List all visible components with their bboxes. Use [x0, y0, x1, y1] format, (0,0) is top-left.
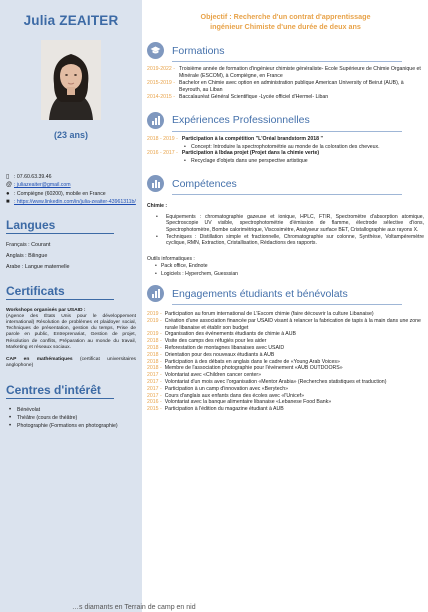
- bar-chart-icon: [147, 112, 164, 129]
- formation-item: 2015-2019 - Bachelor en Chimie avec option en administration publique American University of Beirut (AUB), à Beyrouth, au Liban: [147, 80, 404, 93]
- engagement-date: 2018 -: [147, 351, 162, 358]
- engagement-text: Participation à un camp d'innovation avec «Berytech»: [164, 385, 288, 392]
- main-content: [142, 0, 428, 612]
- contact-email[interactable]: @ : juliazeaiter@gmail.com: [6, 182, 71, 189]
- experience-detail: • Concept: Introduire la spectrophotométrie au monde de la coloration des cheveux.: [147, 144, 424, 151]
- chimie-item: • Techniques : Distillation simple et fractionnelle, Chromatographie sur colonne, Synthèse, Voltampéremètre cyclique, RMN, Extraction, Cristallisation, Rédactions des rapports.: [166, 234, 424, 247]
- engagement-date: 2017 -: [147, 392, 162, 399]
- engagement-item: [147, 386, 424, 393]
- competences-heading: Compétences: [147, 175, 424, 192]
- engagement-item: [147, 372, 424, 379]
- chimie-label: Chimie :: [147, 203, 168, 210]
- location-icon: ●: [6, 190, 10, 197]
- languages-heading: Langues: [6, 218, 114, 234]
- engagement-date: 2015 -: [147, 406, 162, 413]
- engagement-item: [147, 352, 424, 359]
- engagement-item: [147, 338, 424, 345]
- language-item: Anglais : Bilingue: [6, 252, 48, 259]
- graduation-cap-icon: [147, 42, 164, 59]
- candidate-name: Julia ZEAITER: [23, 13, 119, 28]
- engagement-text: Volontariat avec «Children cancer center»: [164, 372, 262, 379]
- interest-item: • Théâtre (cours de théâtre): [17, 415, 136, 422]
- engagement-date: 2017 -: [147, 385, 162, 392]
- engagement-item: [147, 379, 424, 386]
- contact-linkedin[interactable]: ■ : https://www.linkedin.com/in/julia-zeaiter-43961311b/: [6, 199, 136, 206]
- formation-item: 2019-2022 - Troisième année de formation d'ingénieur chimiste généraliste- Ecole Supérieure de Chimie Organique et Minérale (ESCOM), à Compiègne, en France: [147, 66, 421, 79]
- section-divider: [172, 304, 402, 305]
- engagement-item: [147, 359, 424, 366]
- interests-list: [6, 407, 136, 429]
- cap-text: (certificat universitaires anglophone): [6, 357, 136, 369]
- engagement-text: Reforestation de montagnes libanaises avec USAID: [164, 344, 285, 351]
- section-divider: [172, 131, 402, 132]
- engagement-date: 2016 -: [147, 399, 162, 406]
- engagements-heading: Engagements étudiants et bénévolats: [147, 285, 424, 302]
- cap-certificate: [6, 357, 136, 369]
- workshops-title: Workshops organisés par USAID :: [6, 307, 86, 313]
- engagement-date: 2018 -: [147, 358, 162, 365]
- engagement-item: [147, 345, 424, 352]
- language-item: Français : Courant: [6, 241, 51, 248]
- certificates-heading: Certificats: [6, 284, 114, 300]
- chimie-item: • Equipements : chromatographie gazeuse et ionique, HPLC, FTIR, Spectromètre d'absorption atomique, Spectroscopie UV visible, spectrophotométrie d'émission de flamme, électrode sélective d'ions, Spectrophotomètre, Bombe calorimétrique, Viscosimètre, Analyseur surface BET, Cristallographie aux rayons X.: [166, 214, 424, 233]
- interests-heading: Centres d'intérêt: [6, 383, 114, 399]
- workshops-text: (Agence des États Unis pour le développement international) Résolution de problèmes et plaidoyer social, Techniques de présentation, gestion du temps, Prise de parole en public, Entreprenariat, Gestion de projet, Résolution de conflits, Préparation au monde du travail, Marketing et réseaux sociaux.: [6, 313, 136, 350]
- experience-list: [147, 136, 424, 164]
- engagement-date: 2019 -: [147, 317, 162, 324]
- engagement-item: [147, 311, 424, 318]
- formations-heading: Formations: [147, 42, 424, 59]
- engagement-text: Volontariat avec la banque alimentaire libanaise «Lebanese Food Bank»: [164, 399, 332, 406]
- contact-block: [6, 174, 136, 207]
- engagement-item: [147, 393, 424, 400]
- engagement-item: [147, 399, 424, 406]
- engagements-list: [147, 311, 424, 413]
- outils-list: [147, 263, 424, 277]
- engagement-text: Cours d'anglais aux enfants dans des écoles avec «l'Unicef»: [164, 392, 304, 399]
- engagement-text: Participation à des débats en anglais dans le cadre de «Young Arab Voices»: [164, 358, 340, 365]
- chart-icon: [147, 175, 164, 192]
- cap-title: CAP en mathématiques: [6, 357, 73, 363]
- phone-icon: ▯: [6, 174, 10, 180]
- objective: Objectif : Recherche d'un contrat d'apprentissage ingénieur Chimiste d'une durée de deux ans: [200, 12, 371, 31]
- engagement-text: Volontariat d'un mois avec l'organisation «Mentor Arabia» (Recherches statistiques et traduction): [164, 378, 387, 385]
- experience-item: 2016 - 2017 - Participation à Ibdaa projet (Projet dans la chimie verte): [147, 150, 320, 157]
- interest-item: • Photographie (Formations en photographie): [17, 423, 136, 430]
- engagement-date: 2018 -: [147, 344, 162, 351]
- contact-location: ● : Compiègne (60200), mobile en France: [6, 190, 106, 197]
- experience-item: 2018 - 2019 - Participation à la compétition "L'Oréal brandstorm 2018 ": [147, 135, 323, 142]
- outils-label: Outils informatiques :: [147, 255, 195, 262]
- engagement-text: Organisation des événements étudiants de chimie à AUB: [164, 331, 296, 338]
- email-icon: @: [6, 182, 13, 189]
- engagement-item: [147, 365, 424, 372]
- certificates-block: [6, 308, 136, 370]
- engagement-text: Orientation pour des nouveaux étudiants à AUB: [164, 351, 275, 358]
- formations-list: [147, 66, 424, 101]
- section-divider: [172, 194, 402, 195]
- engagement-text: Participation à l'édition du magazine étudiant à AUB: [164, 406, 284, 413]
- engagement-date: 2019 -: [147, 311, 162, 317]
- engagement-date: 2019 -: [147, 331, 162, 338]
- formation-item: 2014-2015 - Baccalauréat Général Scientifique -Lycée officiel d'Hermel- Liban: [147, 94, 329, 101]
- age: (23 ans): [53, 130, 88, 140]
- outils-item: • Logiciels : Hyperchem, Guesssian: [161, 271, 424, 277]
- section-divider: [172, 61, 402, 62]
- sidebar: [0, 0, 142, 612]
- engagement-date: 2017 -: [147, 378, 162, 385]
- experience-heading: Expériences Professionnelles: [147, 112, 424, 129]
- engagement-text: Participation au forum international de L'Escom chimie (faire découvrir la culture Libanaise): [164, 311, 374, 317]
- contact-phone: ▯ : 07.60.63.39.46: [6, 174, 52, 180]
- profile-photo: [41, 40, 101, 120]
- engagement-text: Membre de l'association photographie pour l'événement «AUB OUTDOORS»: [164, 365, 343, 372]
- languages-list: [6, 240, 136, 273]
- engagement-item: [147, 331, 424, 338]
- engagement-text: Visite des camps des réfugiés pour les aider: [164, 338, 267, 345]
- linkedin-icon: ■: [6, 199, 10, 206]
- engagement-item: [147, 318, 424, 332]
- competences-block: [147, 203, 424, 277]
- language-item: Arabe : Langue maternelle: [6, 263, 70, 270]
- engagement-item: [147, 406, 424, 413]
- cut-off-text: …s diamants en Terrain de camp en nid: [72, 604, 196, 611]
- engagement-date: 2017 -: [147, 372, 162, 379]
- engagement-date: 2018 -: [147, 338, 162, 345]
- engagement-date: 2018 -: [147, 365, 162, 372]
- experience-detail: • Recyclage d'objets dans une perspective artistique: [147, 158, 424, 165]
- bar-chart-icon: [147, 285, 164, 302]
- outils-item: • Pack office, Endnote: [161, 263, 424, 269]
- engagement-text: Création d'une association financée par USAID visant à relancer la fabrication de tapis à la main dans une zone rurale libanaise et établir son budget: [164, 317, 421, 331]
- interest-item: • Bénévolat: [17, 407, 136, 414]
- chimie-list: [147, 214, 424, 247]
